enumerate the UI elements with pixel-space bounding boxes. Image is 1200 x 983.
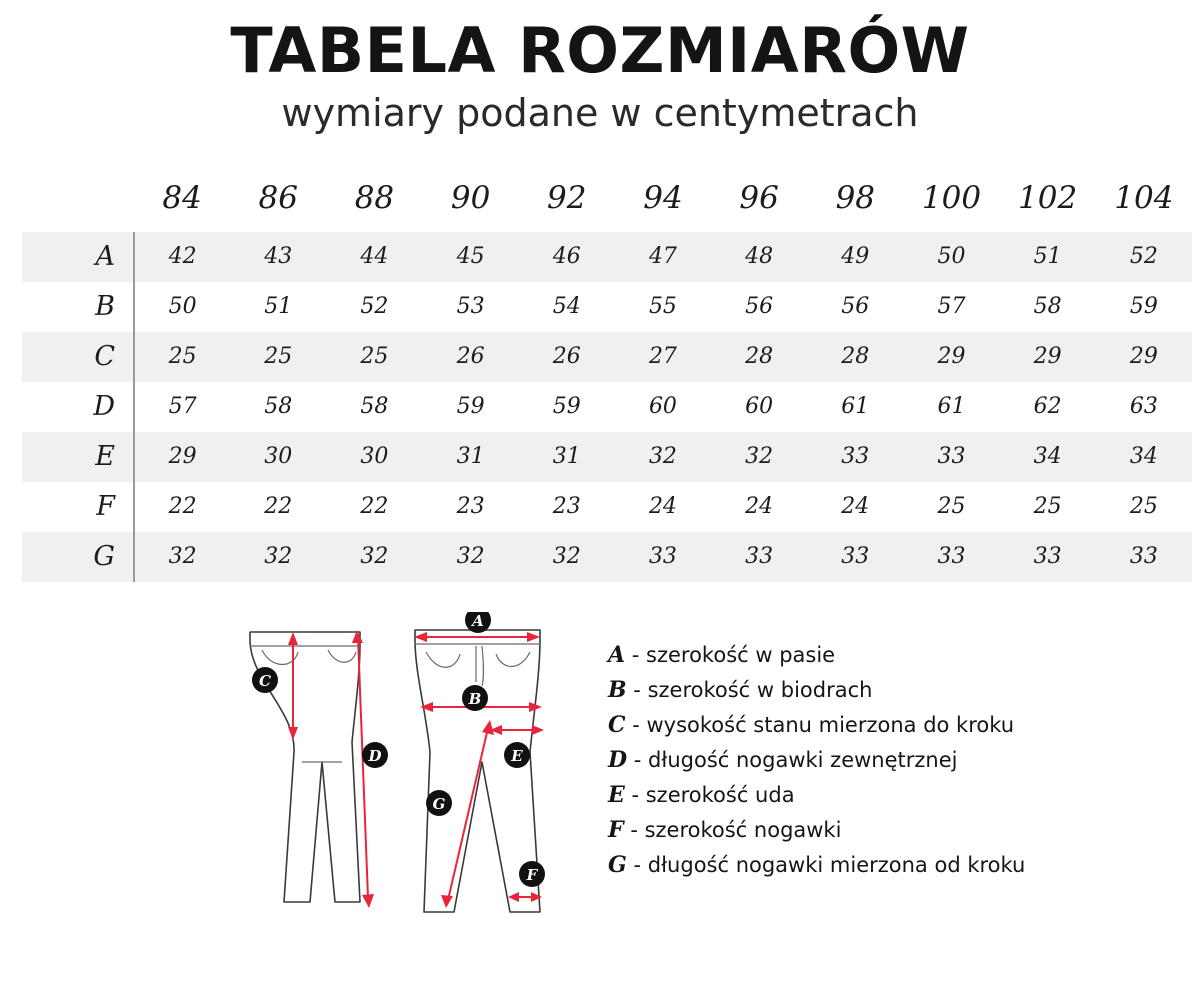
size-column-header: 92 <box>547 179 587 216</box>
measure-arrow-a <box>414 632 540 642</box>
page-title: TABELA ROZMIARÓW <box>230 14 970 87</box>
page-subtitle: wymiary podane w centymetrach <box>281 91 919 136</box>
measurement-cell: 30 <box>326 432 422 482</box>
measurement-cell: 32 <box>326 532 422 582</box>
size-table-body <box>22 232 1192 582</box>
measurement-cell: 62 <box>1033 394 1062 420</box>
svg-text:D: D <box>368 746 382 765</box>
measurement-cell: 51 <box>264 294 293 320</box>
measurement-cell: 61 <box>937 394 966 420</box>
measurement-cell: 22 <box>264 494 293 520</box>
legend-item-text: wysokość stanu mierzona do kroku <box>646 712 1015 737</box>
legend-item <box>608 638 1025 673</box>
measurement-cell: 24 <box>745 494 774 520</box>
measurement-cell: 63 <box>1129 394 1158 420</box>
trousers-diagram <box>210 612 560 942</box>
badge-g <box>426 790 452 816</box>
measurement-cell: 57 <box>937 294 966 320</box>
measure-arrow-f <box>508 892 542 902</box>
size-table <box>22 179 1192 582</box>
measurement-cell: 42 <box>134 232 230 282</box>
badge-e <box>504 742 530 768</box>
measurement-cell: 55 <box>648 294 677 320</box>
measurement-cell: 33 <box>711 532 807 582</box>
measurement-cell: 59 <box>552 394 581 420</box>
trousers-diagram-svg <box>210 612 560 942</box>
legend-item-key: B <box>608 676 627 703</box>
legend-item-key: F <box>608 816 624 843</box>
legend-item-key: D <box>608 746 628 773</box>
legend-item-key: A <box>608 641 626 668</box>
measurement-row-label: A <box>22 232 134 282</box>
legend-item-dash: - <box>630 817 638 842</box>
measurement-cell: 49 <box>807 232 903 282</box>
measurement-cell: 26 <box>423 332 519 382</box>
badge-f <box>519 861 545 887</box>
size-column-header: 98 <box>835 179 876 216</box>
legend-item <box>608 743 1025 778</box>
measurement-cell: 22 <box>360 494 389 520</box>
measurement-row-label: E <box>22 432 134 482</box>
size-column-header: 100 <box>921 179 982 216</box>
size-column-header: 88 <box>354 179 395 216</box>
legend <box>608 612 1025 883</box>
measurement-cell: 23 <box>456 494 485 520</box>
measurement-cell: 29 <box>1096 332 1192 382</box>
measurement-cell: 34 <box>1000 432 1096 482</box>
measurement-cell: 60 <box>745 394 774 420</box>
legend-item-dash: - <box>631 642 640 667</box>
measurement-cell: 31 <box>423 432 519 482</box>
legend-item-dash: - <box>632 712 640 737</box>
measurement-cell: 34 <box>1096 432 1192 482</box>
measurement-cell: 24 <box>648 494 677 520</box>
legend-item-dash: - <box>633 852 642 877</box>
measure-arrow-g <box>441 720 494 908</box>
legend-item-text: długość nogawki zewnętrznej <box>648 747 958 772</box>
size-column-header: 84 <box>162 179 202 216</box>
measure-arrow-e <box>490 725 544 735</box>
measure-arrow-d <box>352 630 374 908</box>
measurement-cell: 43 <box>230 232 326 282</box>
svg-text:G: G <box>432 794 446 813</box>
legend-item-key: G <box>608 851 627 878</box>
diagram-and-legend <box>0 612 1200 942</box>
table-row <box>22 232 1192 282</box>
measurement-cell: 25 <box>134 332 230 382</box>
measurement-row-label: B <box>22 282 134 332</box>
measurement-cell: 26 <box>519 332 615 382</box>
measurement-cell: 25 <box>1033 494 1062 520</box>
measurement-cell: 33 <box>1096 532 1192 582</box>
size-column-header: 90 <box>450 179 491 216</box>
measurement-cell: 54 <box>552 294 581 320</box>
measurement-row-label: F <box>22 482 134 532</box>
measurement-cell: 22 <box>168 494 197 520</box>
measurement-cell: 33 <box>903 532 999 582</box>
measurement-cell: 47 <box>615 232 711 282</box>
legend-item-key: C <box>608 711 626 738</box>
table-row <box>22 482 1192 532</box>
badge-d <box>362 742 388 768</box>
measurement-cell: 32 <box>615 432 711 482</box>
badge-c <box>252 667 278 693</box>
measurement-cell: 33 <box>807 532 903 582</box>
measurement-cell: 53 <box>456 294 485 320</box>
legend-item-text: długość nogawki mierzona od kroku <box>647 852 1026 877</box>
measurement-row-label: G <box>22 532 134 582</box>
legend-item <box>608 708 1025 743</box>
measurement-cell: 60 <box>648 394 677 420</box>
measurement-cell: 58 <box>264 394 293 420</box>
measurement-cell: 25 <box>230 332 326 382</box>
measurement-cell: 57 <box>168 394 197 420</box>
measurement-cell: 29 <box>1000 332 1096 382</box>
measurement-cell: 31 <box>519 432 615 482</box>
legend-item-key: E <box>608 781 625 808</box>
svg-text:A: A <box>472 611 484 630</box>
measurement-cell: 30 <box>230 432 326 482</box>
measurement-cell: 28 <box>711 332 807 382</box>
measurement-cell: 25 <box>937 494 966 520</box>
size-column-header: 94 <box>643 179 683 216</box>
measurement-row-label: D <box>22 382 134 432</box>
size-column-header: 96 <box>739 179 779 216</box>
measurement-cell: 56 <box>841 294 870 320</box>
table-row <box>22 532 1192 582</box>
legend-item <box>608 848 1025 883</box>
measurement-cell: 33 <box>903 432 999 482</box>
measurement-cell: 32 <box>423 532 519 582</box>
measurement-cell: 23 <box>552 494 581 520</box>
legend-item-text: szerokość uda <box>645 782 795 807</box>
measurement-row-label: C <box>22 332 134 382</box>
size-table-wrapper <box>22 179 1190 582</box>
measurement-cell: 61 <box>841 394 870 420</box>
table-row <box>22 432 1192 482</box>
measurement-cell: 50 <box>903 232 999 282</box>
measurement-cell: 58 <box>1033 294 1062 320</box>
measurement-cell: 32 <box>230 532 326 582</box>
legend-item-dash: - <box>633 747 642 772</box>
table-header-row <box>22 179 1192 232</box>
measurement-cell: 32 <box>519 532 615 582</box>
legend-item-dash: - <box>633 677 641 702</box>
size-column-header: 86 <box>258 179 298 216</box>
measurement-cell: 52 <box>360 294 389 320</box>
measurement-cell: 59 <box>456 394 485 420</box>
measurement-cell: 44 <box>326 232 422 282</box>
measurement-cell: 25 <box>326 332 422 382</box>
measurement-cell: 27 <box>615 332 711 382</box>
header <box>0 0 1200 135</box>
measurement-cell: 33 <box>807 432 903 482</box>
legend-item-text: szerokość w pasie <box>646 642 836 667</box>
svg-text:F: F <box>526 865 538 884</box>
table-corner-cell <box>22 179 134 232</box>
measurement-cell: 33 <box>615 532 711 582</box>
measurement-cell: 51 <box>1000 232 1096 282</box>
measurement-cell: 28 <box>807 332 903 382</box>
legend-item-text: szerokość nogawki <box>644 817 842 842</box>
measurement-cell: 58 <box>360 394 389 420</box>
table-row <box>22 282 1192 332</box>
measurement-cell: 48 <box>711 232 807 282</box>
table-row <box>22 382 1192 432</box>
measure-arrow-c <box>288 632 298 740</box>
svg-text:E: E <box>511 746 523 765</box>
size-table-header <box>22 179 1192 232</box>
svg-text:C: C <box>259 671 271 690</box>
legend-item-text: szerokość w biodrach <box>647 677 873 702</box>
measurement-cell: 29 <box>134 432 230 482</box>
measurement-cell: 25 <box>1129 494 1158 520</box>
measurement-cell: 59 <box>1129 294 1158 320</box>
legend-item <box>608 778 1025 813</box>
measurement-cell: 29 <box>903 332 999 382</box>
size-column-header: 104 <box>1114 179 1174 216</box>
measurement-cell: 52 <box>1096 232 1192 282</box>
measurement-cell: 46 <box>519 232 615 282</box>
measurement-cell: 33 <box>1000 532 1096 582</box>
measurement-cell: 45 <box>423 232 519 282</box>
size-column-header: 102 <box>1018 179 1078 216</box>
legend-item <box>608 813 1025 848</box>
measurement-cell: 56 <box>745 294 774 320</box>
legend-item <box>608 673 1025 708</box>
measurement-cell: 50 <box>168 294 197 320</box>
table-row <box>22 332 1192 382</box>
svg-text:B: B <box>468 689 482 708</box>
measurement-cell: 32 <box>711 432 807 482</box>
legend-item-dash: - <box>631 782 640 807</box>
measurement-cell: 32 <box>134 532 230 582</box>
measurement-cell: 24 <box>841 494 870 520</box>
badge-b <box>462 685 488 711</box>
